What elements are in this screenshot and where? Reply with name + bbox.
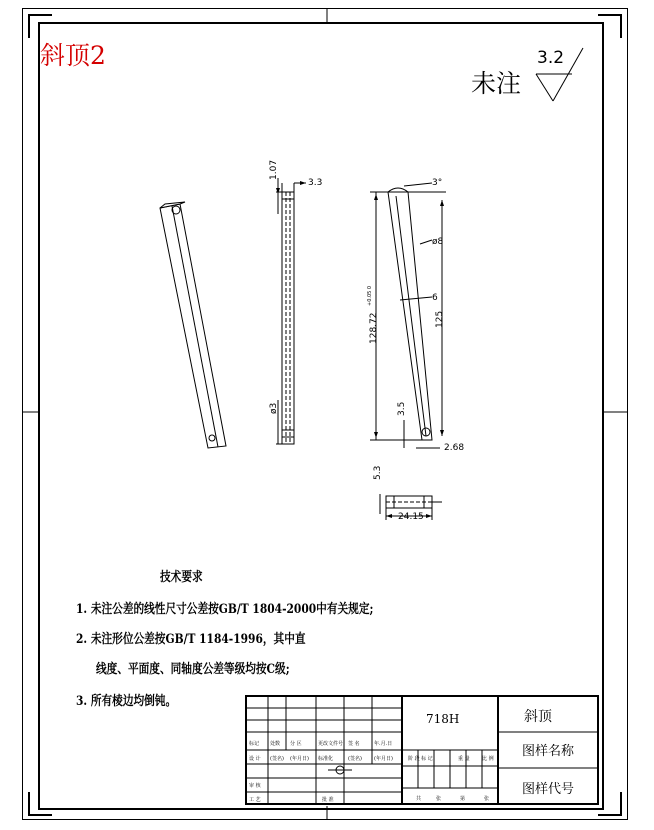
dim-side-hole-mid: 6 [432, 293, 438, 303]
tb-sheet-label: 张 [484, 796, 490, 802]
dim-front-hole: ø3 [269, 402, 279, 414]
tb-row-label: 年.月.日 [374, 741, 393, 747]
tb-row2-label: 设 计 [249, 756, 261, 762]
tb-row-label: 更改文件号 [318, 741, 344, 747]
requirement-item: 3. 所有棱边均倒钝。 [76, 694, 177, 709]
tb-row-label: 标记 [249, 741, 260, 747]
requirements-heading: 技术要求 [160, 570, 203, 585]
tb-row2-label: 标准化 [318, 756, 334, 762]
front-view [276, 178, 306, 444]
dim-bottom-height: 5.3 [373, 465, 383, 480]
tb-row-label: 处数 [270, 741, 281, 747]
dim-front-width: 3.3 [308, 178, 323, 188]
tb-stage-label: 比 例 [482, 756, 494, 762]
dim-side-len: 125 [435, 310, 445, 328]
requirement-item: 1. 未注公差的线性尺寸公差按GB/T 1804-2000中有关规定; [76, 602, 374, 617]
dim-side-total: 128.72 [369, 312, 379, 344]
tb-row-label: 分 区 [290, 741, 302, 747]
material-label: 718H [426, 712, 460, 726]
roughness-note: 未注 [471, 69, 522, 98]
dim-side-bottom-width: 2.68 [444, 443, 465, 453]
drawing-name-label: 图样名称 [522, 744, 575, 759]
part-name-label: 斜顶 [524, 709, 552, 725]
tb-row3-label: 审 核 [249, 783, 261, 789]
roughness-symbol [536, 48, 583, 101]
drawing-code-label: 图样代号 [522, 782, 575, 797]
dim-side-bottom-offset: 3.5 [397, 401, 407, 416]
requirement-item: 2. 未注形位公差按GB/T 1184-1996，其中直 [76, 632, 306, 647]
dim-side-hole-top: ø8 [432, 237, 444, 247]
tb-row-label: 签 名 [348, 741, 360, 747]
dim-bottom-length: 24.15 [398, 512, 424, 522]
tb-sheet-label: 第 [460, 796, 466, 802]
requirement-item: 线度、平面度、同轴度公差等级均按C级; [96, 662, 290, 677]
tb-row2-label: (签名) [348, 756, 362, 762]
tb-row2-label: (年月日) [374, 756, 393, 762]
tb-row3-label: 工 艺 [249, 797, 261, 803]
tb-stage-label: 重 量 [458, 756, 470, 762]
tb-row2-label: (签名) [270, 756, 284, 762]
isometric-view [160, 202, 226, 448]
tb-sheet-label: 共 [416, 796, 422, 802]
tb-sheet-label: 张 [436, 796, 442, 802]
dim-side-tol: +0.05 0 [367, 285, 373, 306]
part-title: 斜顶2 [40, 41, 106, 70]
tb-stage-label: 阶 段 标 记 [408, 756, 433, 762]
dim-side-angle: 3° [432, 178, 443, 188]
dim-front-top: 1.07 [269, 159, 279, 180]
tb-row2-label: (年月日) [290, 756, 309, 762]
roughness-value: 3.2 [537, 48, 565, 68]
tb-row3-label: 批 准 [322, 797, 334, 803]
